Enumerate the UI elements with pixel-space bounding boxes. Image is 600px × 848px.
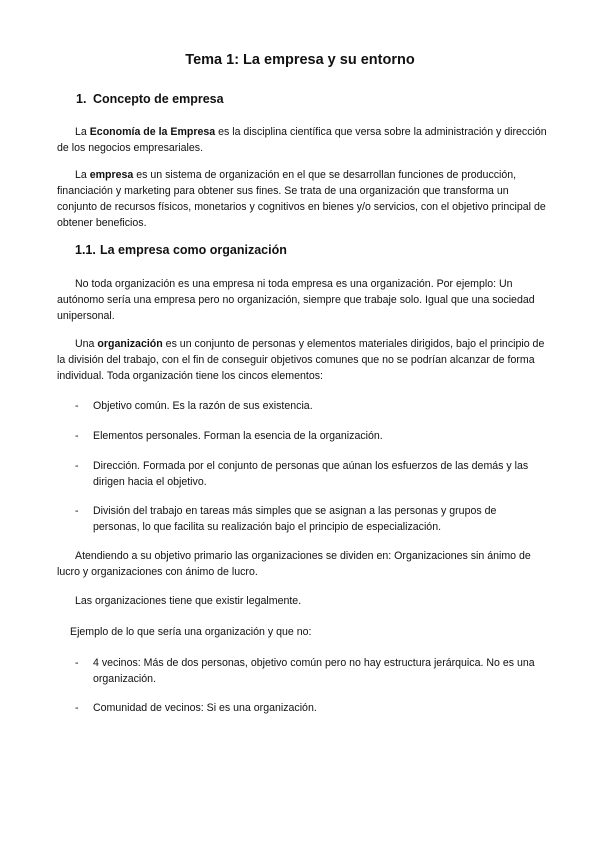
paragraph-organizacion: Una organización es un conjunto de personas y elementos materiales dirigidos, bajo el principio de la división del trabajo, con el fin de conseguir objetivos comunes que no se podrían alcanzar de forma individual. Toda organización tiene los cincos elementos: xyxy=(57,338,545,382)
list-item: - Objetivo común. Es la razón de sus existencia. xyxy=(75,400,313,412)
section-heading-text: Concepto de empresa xyxy=(93,92,224,106)
subsection-number: 1.1. xyxy=(75,243,96,257)
document-title: Tema 1: La empresa y su entorno xyxy=(185,52,415,68)
section-heading-1 xyxy=(76,92,224,106)
paragraph-legalmente: Las organizaciones tiene que existir legalmente. xyxy=(75,595,302,607)
list-item: - División del trabajo en tareas más simples que se asignan a las personas y grupos de personas, lo que facilita su realización bajo el principio de especialización. xyxy=(75,505,497,533)
paragraph-empresa: La empresa es un sistema de organización en el que se desarrollan funciones de producción, financiación y marketing para obtener sus fines. Se trata de una organización que transforma un conjunto de recursos físicos, monetarios y cognitivos en bienes y/o servicios, con el objetivo principal de obtener beneficios. xyxy=(57,169,546,229)
subsection-heading-text: La empresa como organización xyxy=(100,243,287,257)
subsection-heading-1-1 xyxy=(75,243,287,257)
bold-term: empresa xyxy=(89,169,134,181)
list-item: - 4 vecinos: Más de dos personas, objetivo común pero no hay estructura jerárquica. No es una organización. xyxy=(75,657,535,685)
bullet-dash: - xyxy=(75,460,79,472)
list-item: - Comunidad de vecinos: Si es una organización. xyxy=(75,702,317,714)
paragraph-economia: La Economía de la Empresa es la disciplina científica que versa sobre la administración y dirección de los negocios empresariales. xyxy=(57,126,547,154)
bullet-dash: - xyxy=(75,702,79,714)
bullet-dash: - xyxy=(75,430,79,442)
bold-term: organización xyxy=(97,338,163,350)
list-item: - Elementos personales. Forman la esencia de la organización. xyxy=(75,430,383,442)
paragraph-ejemplo: Ejemplo de lo que sería una organización y que no: xyxy=(70,626,312,638)
list-item: - Dirección. Formada por el conjunto de personas que aúnan los esfuerzos de las demás y las dirigen hacia el objetivo. xyxy=(75,460,529,488)
paragraph-no-toda-organizacion: No toda organización es una empresa ni toda empresa es una organización. Por ejemplo: Un autónomo sería una empresa pero no organización, siempre que trabaje solo. Igual que una sociedad unipersonal. xyxy=(57,278,535,322)
bold-term: Economía de la Empresa xyxy=(89,126,216,138)
section-number: 1. xyxy=(76,92,87,106)
bullet-dash: - xyxy=(75,657,79,669)
paragraph-tipos-organizaciones: Atendiendo a su objetivo primario las organizaciones se dividen en: Organizaciones sin ánimo de lucro y organizaciones con ánimo de lucro. xyxy=(57,550,531,578)
bullet-dash: - xyxy=(75,505,79,517)
bullet-dash: - xyxy=(75,400,79,412)
